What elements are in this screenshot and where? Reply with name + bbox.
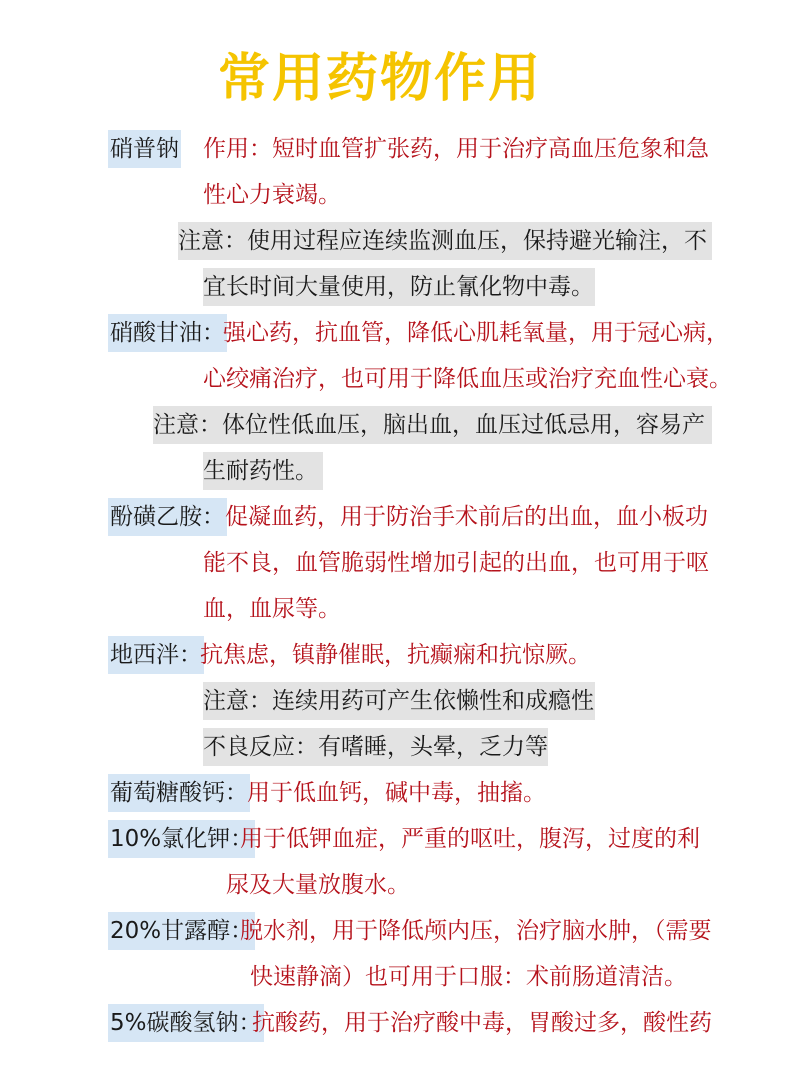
drug-name-etamsylate: 酚磺乙胺： — [108, 498, 227, 536]
effect-line: 性心力衰竭。 — [203, 182, 341, 208]
note-line: 注意：使用过程应连续监测血压，保持避光输注，不 — [178, 222, 712, 260]
effect-line: 血，血尿等。 — [203, 596, 341, 622]
effect-line: 强心药，抗血管，降低心肌耗氧量，用于冠心病， — [223, 320, 729, 346]
note-line: 不良反应：有嗜睡，头晕，乏力等 — [203, 728, 548, 766]
effect-line: 能不良，血管脆弱性增加引起的出血，也可用于呕 — [203, 550, 709, 576]
note-line: 宜长时间大量使用，防止氰化物中毒。 — [203, 268, 595, 306]
drug-name-sodium-nitroprusside: 硝普钠 — [108, 130, 181, 168]
effect-line: 用于低血钙，碱中毒，抽搐。 — [247, 780, 546, 806]
effect-line: 尿及大量放腹水。 — [226, 872, 410, 898]
drug-name-diazepam: 地西泮： — [108, 636, 204, 674]
drug-name-mannitol: 20%甘露醇： — [108, 912, 255, 950]
effect-line: 作用：短时血管扩张药，用于治疗高血压危象和急 — [203, 136, 709, 162]
effect-line: 快速静滴）也可用于口服：术前肠道清洁。 — [250, 964, 687, 990]
effect-line: 促凝血药，用于防治手术前后的出血，血小板功 — [225, 504, 708, 530]
effect-line: 脱水剂，用于降低颅内压，治疗脑水肿，（需要 — [240, 918, 712, 944]
drug-name-sodium-bicarbonate: 5%碳酸氢钠： — [108, 1004, 264, 1042]
note-line: 注意：体位性低血压，脑出血，血压过低忌用，容易产 — [153, 406, 712, 444]
effect-line: 用于低钾血症，严重的呕吐，腹泻，过度的利 — [240, 826, 700, 852]
effect-line: 抗焦虑，镇静催眠，抗癫痫和抗惊厥。 — [200, 642, 591, 668]
drug-name-potassium-chloride: 10%氯化钾： — [108, 820, 255, 858]
note-line: 注意：连续用药可产生依懒性和成瘾性 — [203, 682, 595, 720]
page-title: 常用药物作用 — [217, 49, 542, 109]
drug-name-calcium-gluconate: 葡萄糖酸钙： — [108, 774, 250, 812]
effect-line: 抗酸药，用于治疗酸中毒，胃酸过多，酸性药 — [252, 1010, 712, 1036]
drug-name-nitroglycerin: 硝酸甘油： — [108, 314, 227, 352]
note-line: 生耐药性。 — [203, 452, 323, 490]
effect-line: 心绞痛治疗，也可用于降低血压或治疗充血性心衰。 — [203, 366, 732, 392]
